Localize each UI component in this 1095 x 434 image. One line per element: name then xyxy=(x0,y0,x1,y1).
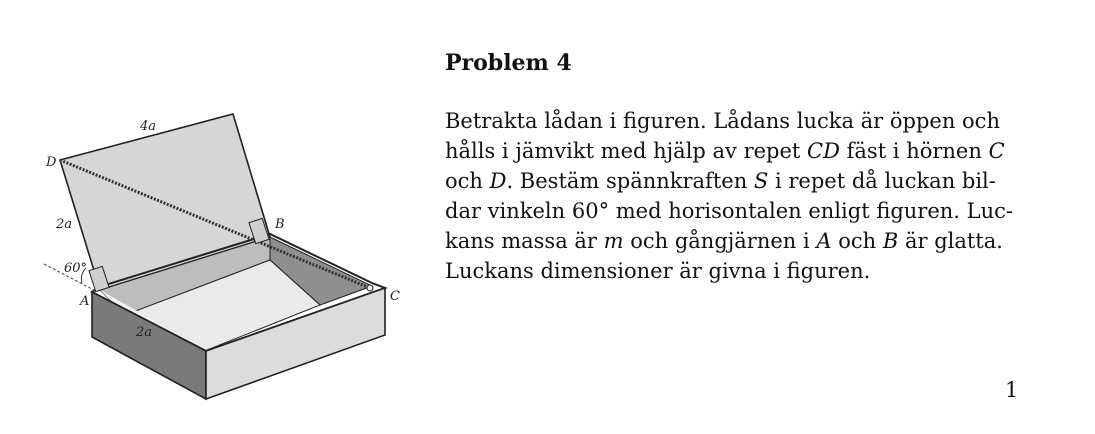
problem-text-line: dar vinkeln 60° med horisontalen enligt figuren. Luc- xyxy=(445,199,1013,223)
math-symbol: S xyxy=(753,169,769,193)
problem-text-line: Luckans dimensioner är givna i figuren. xyxy=(445,259,871,283)
math-symbol: D xyxy=(489,169,507,193)
math-symbol: m xyxy=(603,229,624,253)
problem-title: Problem 4 xyxy=(445,50,572,76)
box-diagram xyxy=(30,100,420,410)
label-box-2a: 2a xyxy=(136,325,153,340)
math-symbol: CD xyxy=(807,139,840,163)
math-symbol: B xyxy=(882,229,899,253)
rope-anchor-c xyxy=(367,285,373,291)
box-figure xyxy=(30,100,420,410)
problem-text-line: kans massa är m och gångjärnen i A och B är glatta. xyxy=(445,229,1003,253)
problem-text-line: Betrakta lådan i figuren. Lådans lucka är öppen och xyxy=(445,109,1000,133)
math-symbol: A xyxy=(816,229,832,253)
label-a: A xyxy=(80,294,90,309)
problem-text xyxy=(445,106,1035,286)
page-number: 1 xyxy=(1005,378,1019,402)
label-b: B xyxy=(275,217,285,232)
label-c: C xyxy=(390,289,400,304)
problem-text-line: och D. Bestäm spännkraften S i repet då luckan bil- xyxy=(445,169,996,193)
label-lid-2a: 2a xyxy=(56,217,73,232)
label-60: 60° xyxy=(64,261,88,276)
math-symbol: C xyxy=(988,139,1005,163)
label-4a: 4a xyxy=(140,119,157,134)
label-d: D xyxy=(46,155,57,170)
problem-text-line: hålls i jämvikt med hjälp av repet CD fäst i hörnen C xyxy=(445,139,1005,163)
